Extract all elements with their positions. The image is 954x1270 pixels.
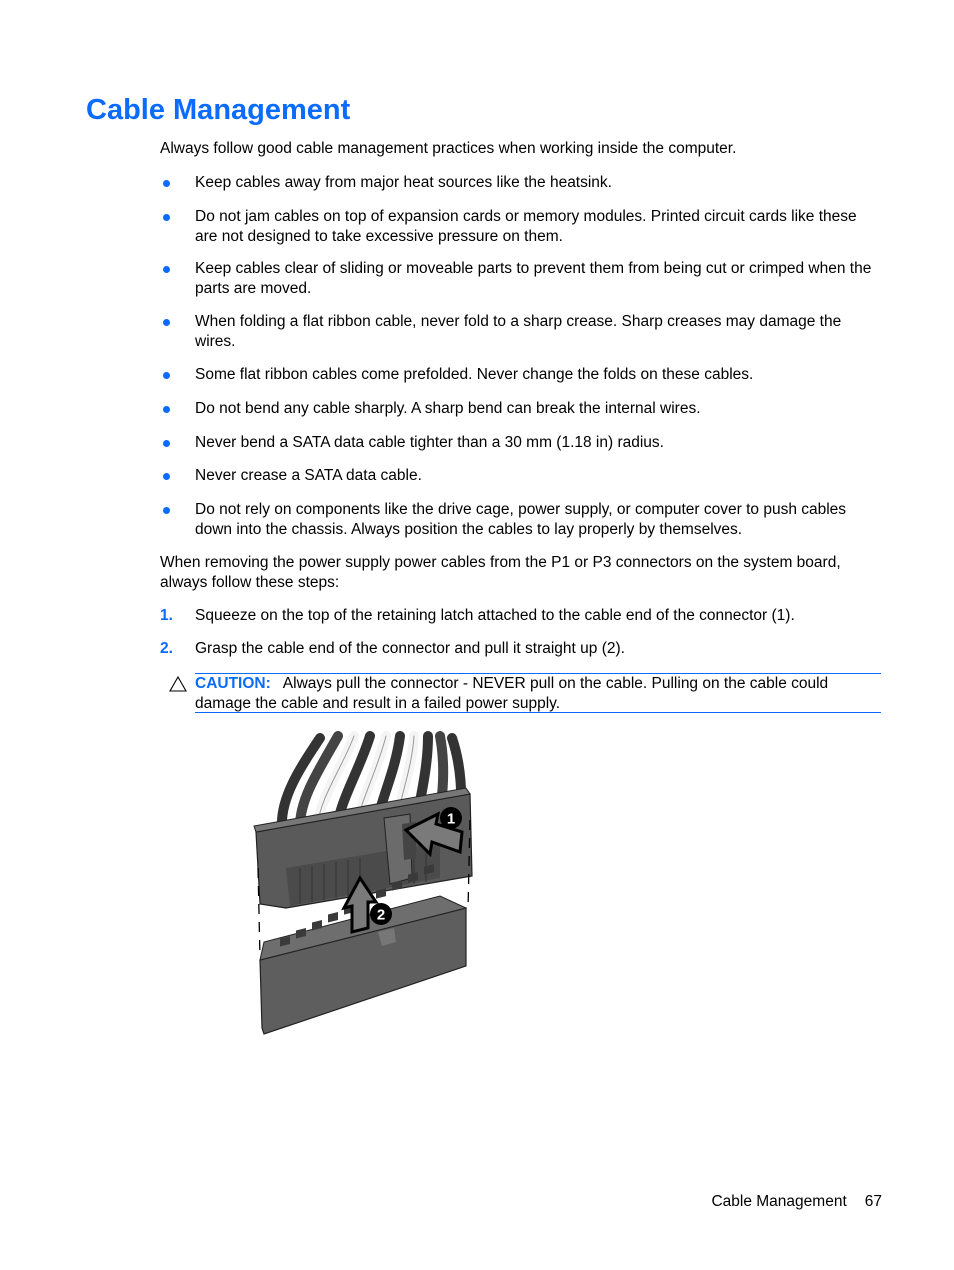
step-number: 1. — [160, 607, 173, 624]
step-number: 2. — [160, 640, 173, 657]
bullet-icon — [163, 440, 170, 447]
bullet-icon — [163, 214, 170, 221]
intro-paragraph: Always follow good cable management practices when working inside the computer. — [160, 140, 737, 157]
page-footer — [711, 1192, 882, 1212]
list-item-text: Never bend a SATA data cable tighter than a 30 mm (1.18 in) radius. — [195, 434, 664, 451]
list-item-text: Never crease a SATA data cable. — [195, 467, 422, 484]
bullet-icon — [163, 266, 170, 273]
bullet-icon — [163, 372, 170, 379]
step-text: Squeeze on the top of the retaining latch attached to the cable end of the connector (1). — [195, 607, 795, 624]
caution-note — [195, 673, 881, 713]
page-number: 67 — [864, 1193, 882, 1210]
footer-section-title: Cable Management — [711, 1193, 847, 1210]
bullet-icon — [163, 473, 170, 480]
list-item-text: Do not rely on components like the drive cage, power supply, or computer cover to push cables down into the chassis. Always position the cables to lay properly by themselves. — [195, 501, 847, 538]
caution-text: Always pull the connector - NEVER pull on the cable. Pulling on the cable could damage the cable and result in a failed power supply. — [195, 675, 829, 712]
list-item-text: Keep cables clear of sliding or moveable parts to prevent them from being cut or crimped when the parts are moved. — [195, 260, 872, 297]
caution-label: CAUTION: — [195, 675, 271, 692]
connector-illustration — [250, 728, 480, 1040]
page-title: Cable Management — [86, 94, 351, 126]
bullet-icon — [163, 319, 170, 326]
list-item-text: Keep cables away from major heat sources like the heatsink. — [195, 174, 612, 191]
list-item-text: Some flat ribbon cables come prefolded. Never change the folds on these cables. — [195, 366, 754, 383]
callout-1-label: 1 — [446, 810, 456, 828]
list-item-text: Do not jam cables on top of expansion cards or memory modules. Printed circuit cards like these are not designed to take excessive pressure on them. — [195, 208, 857, 245]
caution-triangle-icon — [169, 676, 187, 692]
steps-intro-paragraph: When removing the power supply power cables from the P1 or P3 connectors on the system board, always follow these steps: — [160, 554, 841, 591]
bullet-icon — [163, 180, 170, 187]
bullet-icon — [163, 406, 170, 413]
callout-2-label: 2 — [376, 906, 386, 924]
list-item-text: Do not bend any cable sharply. A sharp bend can break the internal wires. — [195, 400, 701, 417]
bullet-icon — [163, 507, 170, 514]
list-item-text: When folding a flat ribbon cable, never fold to a sharp crease. Sharp creases may damage the wires. — [195, 313, 842, 350]
step-text: Grasp the cable end of the connector and pull it straight up (2). — [195, 640, 625, 657]
